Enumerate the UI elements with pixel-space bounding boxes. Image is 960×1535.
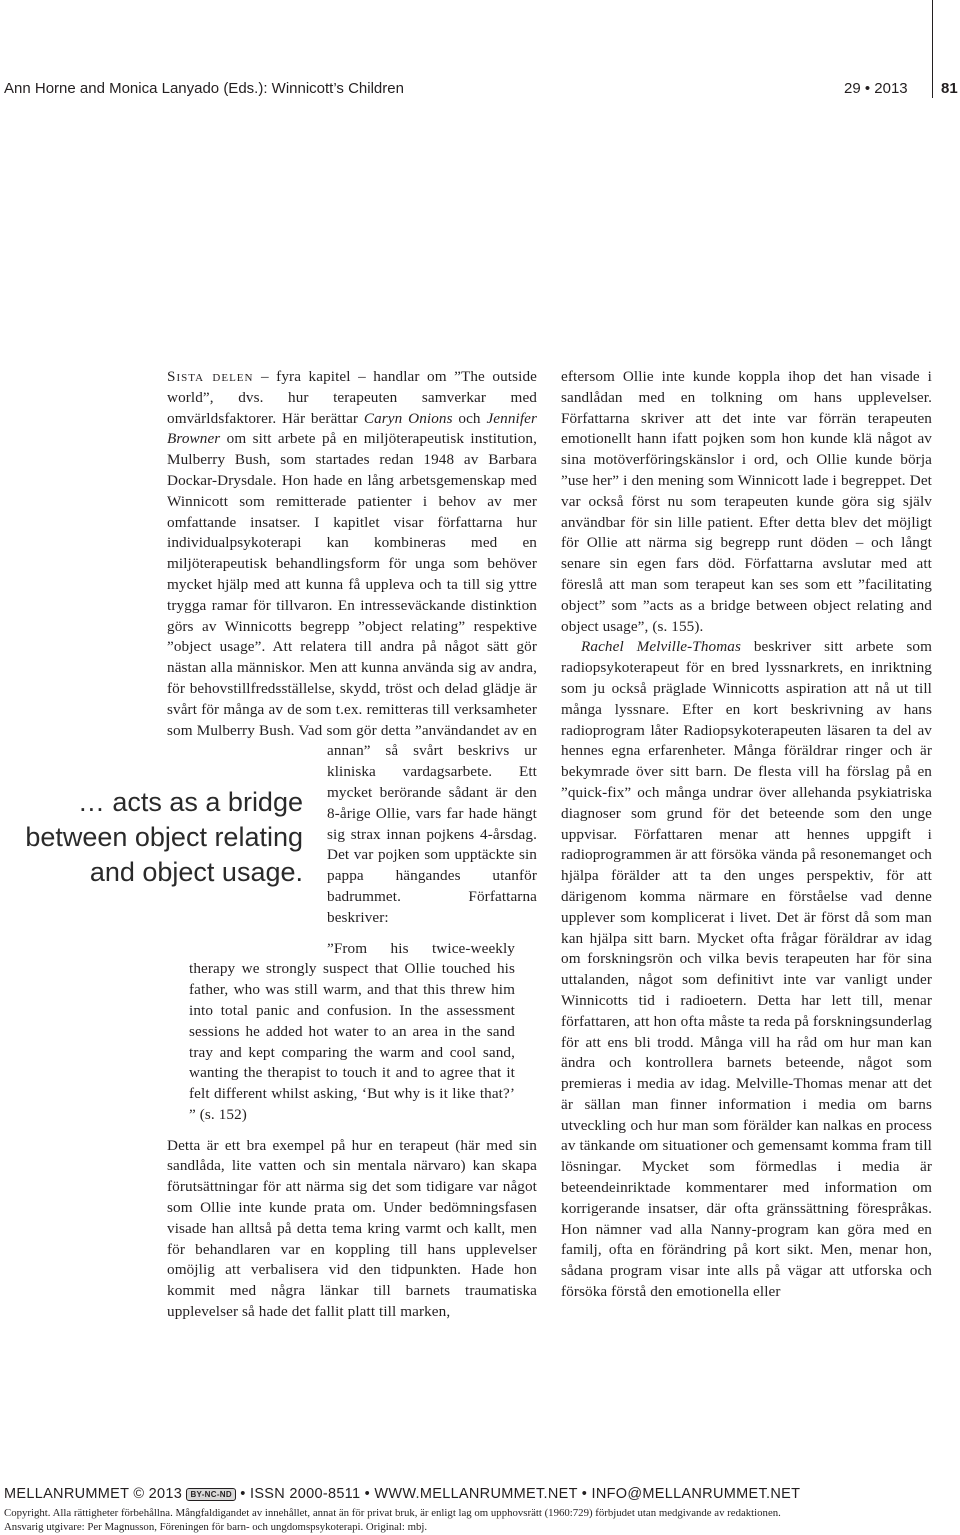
journal-name: MELLANRUMMET © 2013 — [4, 1486, 183, 1502]
p1-text-b: om sitt arbete på en miljöterapeutisk institution, Mulberry Bush, som startades redan 1948 av Barbara Dockar-Drysdale. Hon hade en lång arbetsgemenskap med Winnicott som remitterade patienter i behov av mer omfattande insatser. I kapitlet visar författarna hur individualpsykoterapi kan kombineras med en miljöterapeutisk behandlingsform för unga som behöver mycket hjälp med att kunna få uppleva och ta till sig yttre trygga ramar för tillvaron. En intresseväckande distinktion görs av Winnicotts begrepp ”object relating” respektive ”object usage”. Att relatera till andra på något sätt gör nästan alla människor. Men att kunna använda sig av andra, för behovstillfredsställelse, skydd, tröst och delad glädje är svårt för många av de som t.ex. remitteras till verksamheter som Mulberry Bush. Vad som gör detta ”användandet av en annan” så svårt beskrivs ur kliniska vardagsarbete. Ett mycket berörande sådant är den 8-årige Ollie, vars far hade hängt sig strax innan pojkens 4-årsdag. Det var pojken som upptäckte sin pappa hängandes utanför badrummet. Författarna beskriver: — [167, 430, 537, 926]
p1-text-a: – fyra kapitel – handlar om ”The outside world”, dvs. hur terapeuten samverkar med omvärldsfaktorer. Här berättar — [167, 368, 537, 427]
author-name: Caryn Onions — [363, 409, 453, 427]
p4-text: beskriver sitt arbete som radiopsykoterapeut för en bred lyssnarkrets, en inriktning som ju också präglade Winnicotts aspiration att nå ut till många lyssnare. Efter en kort beskrivning av hans radioprogram låter Radiopsykoterapeuten läsaren ta del av hennes egna erfarenheter. Många föräldrar ringer och är bekymrade över sitt barn. De flesta vill ha förslag på en ”quick-fix” och många undrar över allehanda psykiatriska diagnoser som grund för det beteende som den unge uppvisar. Författaren menar att hennes uppgift i radioprogrammen är att försöka vända på resonemanget och hjälpa förälder att ta den unges perspektiv, för att därigenom komma närmare en förståelse vad denne upplever som komplicerat i livet. Det är först då som man kan hjälpa sitt barn. Mycket ofta frågar föräldrar av idag om forskningsrön och vilka bevis terapeuten har för sina uttalanden, något som definitivt inte var vanligt under Winnicotts tid i radioetern. Detta har lett till, menar författaren, att hon ofta måste ta reda på forskningsunderlag för att ens bli trodd. Många vill ha råd om hur man kan ändra och kontrollera barnets beteende, något som premieras i media av idag. Melville-Thomas menar att det är sällan man finner information i media om barns utveckling och hur man som förälder kan nalkas en process av tänkande om situationer och gemensamt komma fram till lösningar. Mycket som förmedlas i media är beteendeinriktade kommentarer med information om korrigerande insatser, där ofta gränssättning förespråkas. Hon nämner vad alla Nanny-program kan göra med en familj, ofta en förändring på kort sikt. Men, menar hon, sådana program visar inte alls på vägar att utforska och försöka förstå den emotionella eller — [561, 638, 932, 1301]
publisher-line: Ansvarig utgivare: Per Magnusson, Föreningen för barn- och ungdomspsykoterapi. Original: mbj. — [4, 1521, 428, 1533]
pull-quote-text: … acts as a bridge between object relating and object usage. — [25, 787, 303, 887]
running-header — [4, 80, 960, 102]
header-divider — [932, 0, 933, 98]
issue-info: 29 • 2013 — [844, 80, 908, 97]
page-number: 81 — [941, 80, 958, 97]
column-right — [561, 367, 932, 1303]
pull-quote — [0, 785, 303, 890]
paragraph-3: eftersom Ollie inte kunde koppla ihop det han visade i sandlådan med en tolkning om hans upplevelser. Författarna skriver att det inte var förrän terapeuten emotionellt hann ifatt pojken som hon kunde klä något av sina motöverföringskänslor i ord, och Ollie kunde börja ”use her” i den mening som Winnicott lade i begreppet. Det var också först nu som terapeuten kunde göra sig själv användbar för sin lille patient. Efter detta blev det möjligt för Ollie att närma sig begrepp runt döden – och långt senare sin egen fars död. Författarna avslutar med att föreslå att man som terapeut kan ses som ett ”facilitating object” som ”acts as a bridge between object relating and object usage”, (s. 155). — [561, 368, 932, 635]
footer — [4, 1486, 940, 1502]
block-quote: ”From his twice-weekly therapy we strongly suspect that Ollie touched his father, who was still warm, and that this threw him into total panic and confusion. In the assessment sessions he added hot water to an area in the sand tray and kept comparing the warm and cool sand, wanting the therapist to touch it and to agree that it felt different whilst asking, ‘But why is it like that?’ ” (s. 152) — [189, 939, 515, 1123]
paragraph-4 — [561, 637, 932, 1303]
p1-and: och — [452, 409, 487, 427]
issn-links: • ISSN 2000-8511 • WWW.MELLANRUMMET.NET • INFO@MELLANRUMMET.NET — [240, 1486, 801, 1502]
copyright-line: Copyright. Alla rättigheter förbehållna. Mångfaldigandet av innehållet, annat än för privat bruk, är enligt lag om upphovsrätt (1960:729) förbjudet utan medgivande av redaktionen. — [4, 1507, 781, 1519]
paragraph-2: Detta är ett bra exempel på hur en terapeut (här med sin sandlåda, lite vatten och sin mentala närvaro) kan skapa förutsättningar för att närma sig det som tidigare var något som Ollie inte kunde prata om. Under bedömningsfasen visade han alltså på detta tema kring varmt och kallt, men för behandlaren var en koppling till hans upplevelser omöjlig att verbalisera vid den tidpunkten. Hade hon kommit med några länkar till barnets traumatiska upplevelser så hade det fallit platt till marken, — [167, 1136, 537, 1321]
author-name: Rachel Melville-Thomas — [581, 638, 742, 656]
lead-smallcaps: Sista delen — [167, 368, 254, 385]
book-title: Ann Horne and Monica Lanyado (Eds.): Winnicott’s Children — [4, 80, 404, 97]
copyright-notice — [4, 1506, 944, 1534]
cc-license-badge: BY-NC-ND — [186, 1488, 236, 1501]
author-name: Jennifer Browner — [167, 409, 537, 448]
